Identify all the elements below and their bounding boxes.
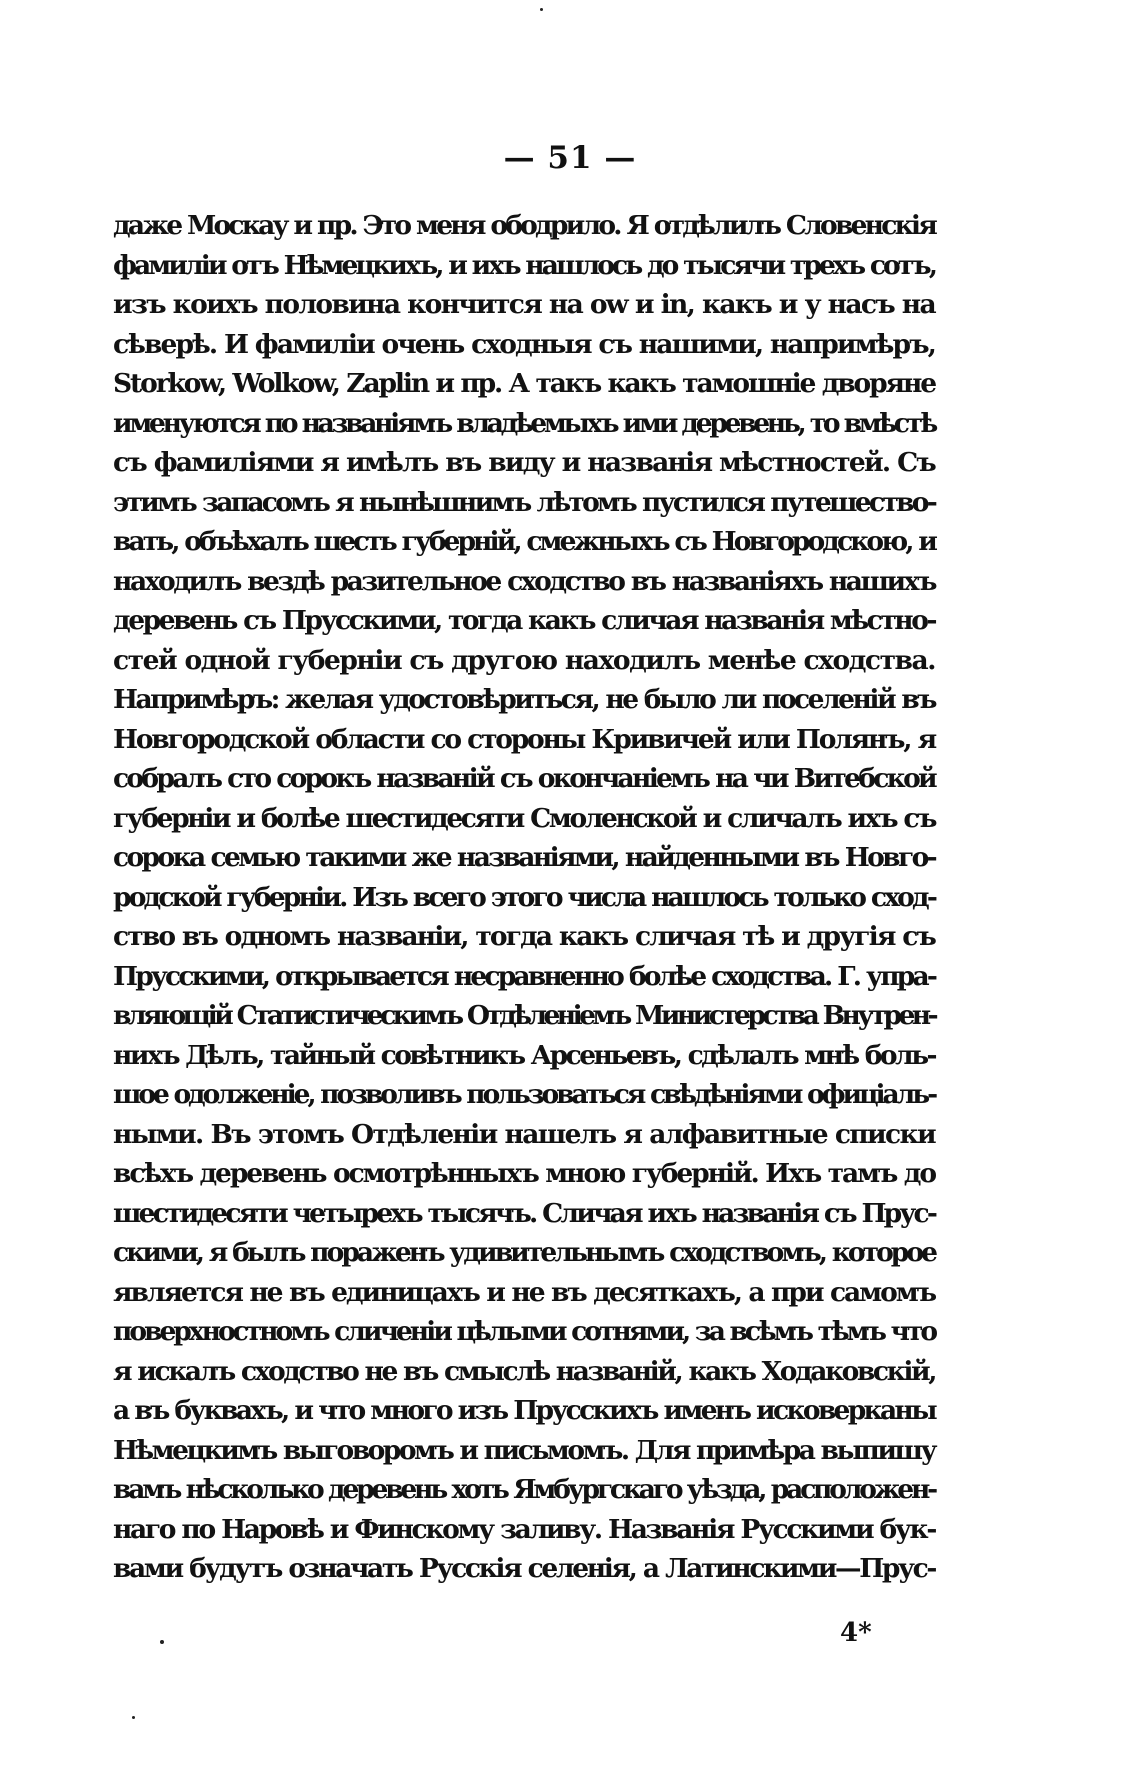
text-line: сорока семью такими же названіями, найденными въ Новго- (113, 842, 935, 873)
text-line: а въ буквахъ, и что много изъ Прусскихъ именъ исковерканы (113, 1395, 935, 1426)
text-line: даже Москау и пр. Это меня ободрило. Я отдѣлилъ Словенскія (113, 210, 935, 241)
text-line: скими, я былъ пораженъ удивительнымъ сходствомъ, которое (113, 1237, 935, 1268)
text-line: всѣхъ деревень осмотрѣнныхъ мною губерній. Ихъ тамъ до (113, 1158, 935, 1189)
text-line: Новгородской области со стороны Кривичей или Полянъ, я (113, 723, 935, 755)
body-text (113, 206, 935, 1589)
text-line: вать, объѣхалъ шесть губерній, смежныхъ съ Новгородскою, и (113, 526, 935, 557)
text-line: находилъ вездѣ разительное сходство въ названіяхъ нашихъ (113, 565, 935, 597)
text-line: нихъ Дѣлъ, тайный совѣтникъ Арсеньевъ, сдѣлалъ мнѣ боль- (113, 1039, 935, 1071)
text-line: Прусскими, открывается несравненно болѣе сходства. Г. упра- (113, 960, 935, 992)
text-line: съ фамиліями я имѣлъ въ виду и названія мѣстностей. Съ (113, 447, 935, 478)
text-line: ство въ одномъ названіи, тогда какъ сличая тѣ и другія съ (113, 921, 935, 952)
page-number: — 51 — (503, 140, 637, 176)
text-line: вляющій Статистическимъ Отдѣленіемъ Министерства Внутрен- (113, 1000, 935, 1031)
text-line: наго по Наровѣ и Финскому заливу. Названія Русскими бук- (113, 1513, 935, 1545)
text-line: именуются по названіямъ владѣемыхъ ими деревень, то вмѣстѣ (113, 407, 935, 439)
text-line: вами будутъ означать Русскія селенія, а Латинскими—Прус- (113, 1553, 935, 1584)
text-line: ными. Въ этомъ Отдѣленіи нашелъ я алфавитные списки (113, 1118, 935, 1150)
print-speck (160, 1640, 164, 1644)
text-line: сѣверѣ. И фамиліи очень сходныя съ нашими, напримѣръ, (113, 328, 935, 360)
text-line: губерніи и болѣе шестидесяти Смоленской и сличалъ ихъ съ (113, 802, 935, 834)
text-line: деревень съ Прусскими, тогда какъ сличая названія мѣстно- (113, 605, 935, 636)
text-line: изъ коихъ половина кончится на ow и in, какъ и у насъ на (113, 289, 935, 320)
text-line: вамъ нѣсколько деревень хоть Ямбургскаго уѣзда, расположен- (113, 1474, 935, 1505)
text-line: является не въ единицахъ и не въ десяткахъ, а при самомъ (113, 1276, 935, 1308)
text-line: поверхностномъ сличеніи цѣлыми сотнями, за всѣмъ тѣмъ что (113, 1316, 935, 1347)
text-line: Storkow, Wolkow, Zaplin и пр. А такъ какъ тамошніе дворяне (113, 368, 935, 399)
text-line: Нѣмецкимъ выговоромъ и письмомъ. Для примѣра выпишу (113, 1434, 935, 1466)
text-line: Напримѣръ: желая удостовѣриться, не было ли поселеній въ (113, 684, 935, 715)
signature-mark: 4* (840, 1618, 872, 1648)
text-line: родской губерніи. Изъ всего этого числа нашлось только сход- (113, 881, 935, 913)
print-speck (540, 8, 543, 11)
print-speck (132, 1716, 135, 1719)
text-line: собралъ сто сорокъ названій съ окончаніемъ на чи Витебской (113, 763, 935, 794)
text-line: фамиліи отъ Нѣмецкихъ, и ихъ нашлось до тысячи трехъ сотъ, (113, 249, 935, 281)
text-line: стей одной губерніи съ другою находилъ менѣе сходства. (113, 644, 935, 676)
text-line: шое одолженіе, позволивъ пользоваться свѣдѣніями офиціаль- (113, 1079, 935, 1110)
text-line: я искалъ сходство не въ смыслѣ названій, какъ Ходаковскій, (113, 1355, 935, 1387)
text-line: шестидесяти четырехъ тысячъ. Сличая ихъ названія съ Прус- (113, 1197, 935, 1229)
text-line: этимъ запасомъ я нынѣшнимъ лѣтомъ пустился путешество- (113, 486, 935, 518)
